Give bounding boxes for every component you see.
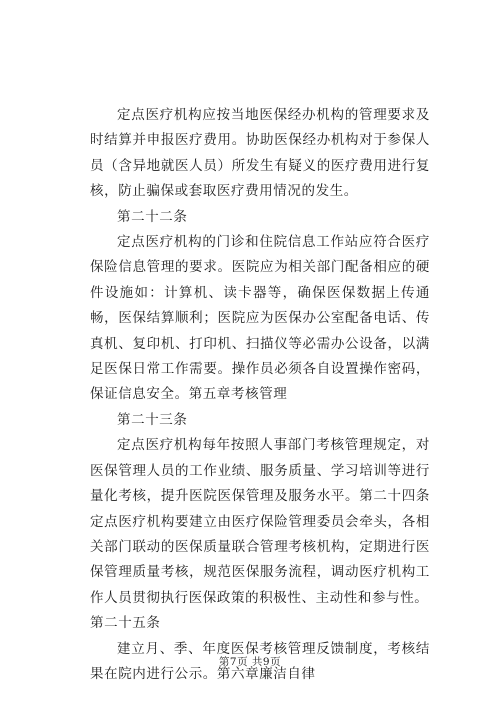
article-heading-22: 第二十二条: [117, 208, 188, 225]
article-heading-25: 第二十五条: [90, 615, 161, 632]
paragraph-assessment: 定点医疗机构每年按照人事部门考核管理规定，对医保管理人员的工作业绩、服务质量、学习培训等进行量化考核，提升医院医保管理及服务水平。第二十四条定点医疗机构要建立由医疗保险管理委员会牵头，各相关部门联动的医保质量联合管理考核机构，定期进行医保管理质量考核，规范医保服务流程，调动医疗机构工作人员贯彻执行医保政策的积极性、主动性和参与性。: [90, 437, 430, 606]
paragraph-settlement: 定点医疗机构应按当地医保经办机构的管理要求及时结算并申报医疗费用。协助医保经办机构对于参保人员（含异地就医人员）所发生有疑义的医疗费用进行复核，防止骗保或套取医疗费用情况的发生。: [90, 107, 430, 200]
article-heading-23: 第二十三条: [117, 411, 188, 428]
page-number-footer: 第7页 共9页: [218, 656, 282, 668]
paragraph-information-system: 定点医疗机构的门诊和住院信息工作站应符合医疗保险信息管理的要求。医院应为相关部门配备相应的硬件设施如：计算机、读卡器等，确保医保数据上传通畅，医保结算顺利；医院应为医保办公室配备电话、传真机、复印机、打印机、扫描仪等必需办公设备，以满足医保日常工作需要。操作员必须各自设置操作密码，保证信息安全。第五章考核管理: [90, 234, 430, 403]
document-body: [90, 103, 430, 687]
paragraph-feedback: 建立月、季、年度医保考核管理反馈制度，考核结果在院内进行公示。第六章廉洁自律: [90, 640, 430, 682]
